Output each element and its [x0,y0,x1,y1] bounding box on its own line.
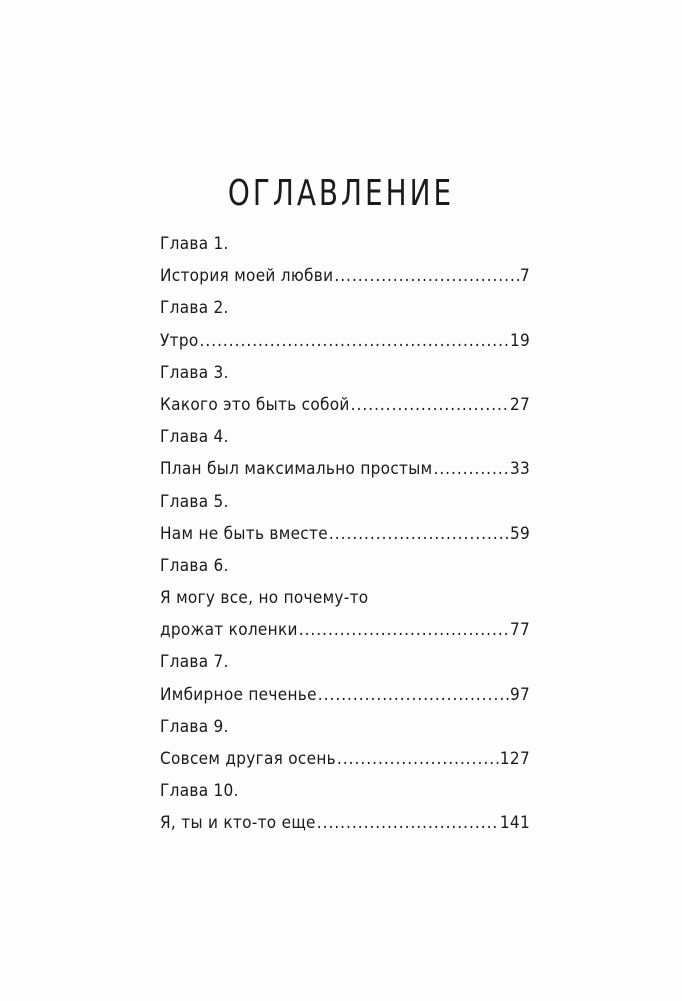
page-title: ОГЛАВЛЕНИЕ [227,172,455,215]
toc-entry[interactable] [160,807,530,839]
dot-leader [337,743,499,775]
dot-leader [334,260,519,292]
dot-leader [299,614,509,646]
page-number: 77 [509,620,530,641]
toc-entry[interactable] [160,389,530,421]
dot-leader [351,389,509,421]
dot-leader [433,453,508,485]
chapter-label: Глава 1. [160,234,229,254]
chapter-title: Имбирное печенье [160,684,317,705]
dot-leader [200,325,509,357]
toc-entry[interactable] [160,614,530,646]
toc-entry[interactable] [160,260,530,292]
chapter-label: Глава 3. [160,362,229,383]
toc-entry[interactable] [160,325,530,357]
chapter-title: Нам не быть вместе [160,523,328,544]
page-number: 127 [499,749,530,769]
chapter-title: История моей любви [160,266,334,287]
toc-entry[interactable] [160,518,530,550]
chapter-label: Глава 2. [160,298,229,319]
table-of-contents [160,228,530,840]
chapter-label: Глава 10. [160,781,239,802]
chapter-label: Глава 5. [160,491,229,512]
toc-entry[interactable] [160,743,530,775]
page-number: 33 [509,459,530,480]
chapter-title: Утро [160,330,199,351]
chapter-title: Какого это быть собой [160,394,350,415]
chapter-title-line[interactable] [160,582,530,614]
dot-leader [329,518,509,550]
dot-leader [318,679,509,711]
chapter-label: Глава 7. [160,652,229,673]
page-number: 59 [509,523,530,544]
page-number: 97 [509,684,530,705]
chapter-label: Глава 6. [160,555,229,576]
toc-entry[interactable] [160,453,530,485]
dot-leader [317,807,499,839]
chapter-title: Я могу все, но почему-то [160,588,369,609]
chapter-title: Я, ты и кто-то еще [160,813,316,834]
chapter-title: Совсем другая осень [160,749,336,769]
page-number: 27 [509,394,530,415]
toc-entry[interactable] [160,679,530,711]
page-number: 141 [499,813,530,834]
chapter-title: дрожат коленки [160,620,298,641]
page-number: 19 [509,330,530,351]
chapter-label: Глава 4. [160,427,229,448]
chapter-title: План был максимально простым [160,459,433,480]
page-number: 7 [519,266,530,287]
chapter-label: Глава 9. [160,716,229,737]
